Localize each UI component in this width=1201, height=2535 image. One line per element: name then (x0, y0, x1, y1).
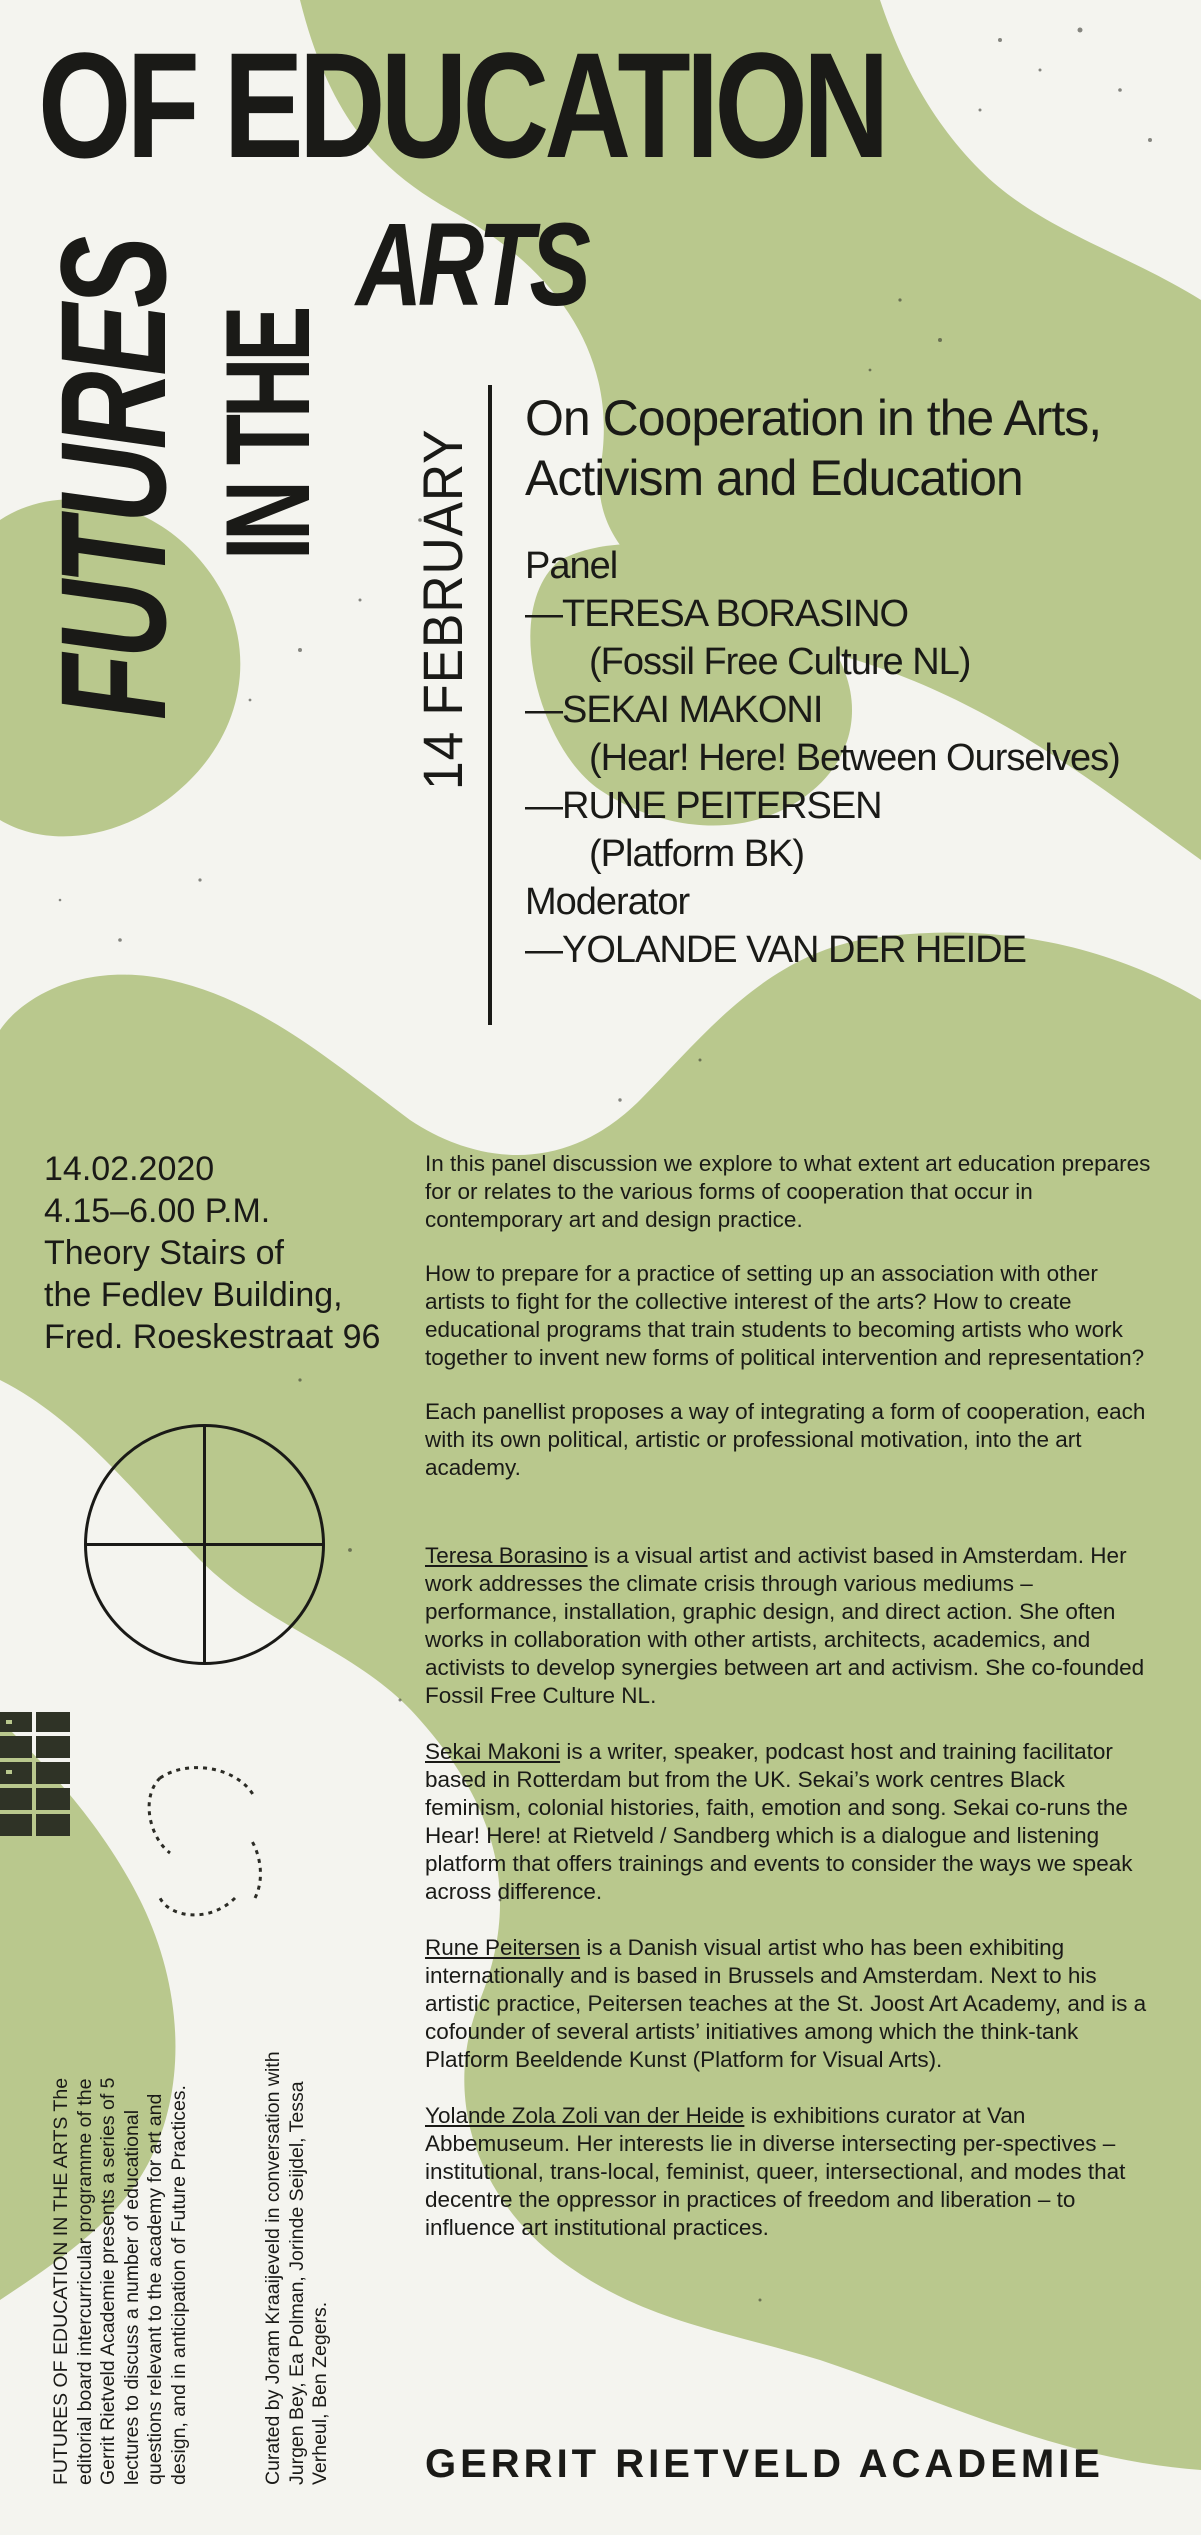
moderator-name: —YOLANDE VAN DER HEIDE (525, 929, 1026, 971)
curators-text: Curated by Joram Kraaijeveld in conversation with Jurgen Bey, Ea Polman, Jorinde Seijdel, Tessa Verheul, Ben Zegers. (262, 2051, 331, 2485)
panel-list (525, 542, 1165, 974)
intro-paragraph: In this panel discussion we explore to what extent art education prepares for or relates to the various forms of cooperation that occur in contemporary art and design practice. (425, 1151, 1151, 1232)
academy-logo: GERRIT RIETVELD ACADEMIE (425, 2442, 1104, 2486)
flow-shape-right (880, 0, 1201, 300)
panellists-paragraph: Each panellist proposes a way of integrating a form of cooperation, each with its own political, artistic or professional motivation, into the art academy. (425, 1399, 1146, 1480)
bio-paragraph (425, 1542, 1155, 1710)
panel-member-affiliation: (Fossil Free Culture NL) (589, 641, 971, 683)
bio-name: Rune Peitersen (425, 1935, 581, 1960)
event-location: Theory Stairs of (44, 1234, 284, 1272)
bio-paragraph (425, 1738, 1155, 1906)
header-title-in-the: IN THE (201, 309, 335, 560)
series-description: FUTURES OF EDUCATION IN THE ARTS The editorial board intercurricular programme of the Gerrit Rietveld Academie presents a series of 5 lectures to discuss a number of educational questions relevant to the academy for art and design, and in anticipation of Future Practices. (50, 2077, 190, 2485)
event-date: 14.02.2020 (44, 1150, 215, 1188)
bio-text: is a visual artist and activist based in Amsterdam. Her work addresses the climate crisis through various mediums – performance, installation, graphic design, and direct action. She often works in collaboration with other artists, architects, academics, and activists to develop synergies between art and activism. She co-founded Fossil Free Culture NL. (425, 1543, 1145, 1708)
crosshair-circle-icon (82, 1422, 327, 1667)
panel-member-name: —TERESA BORASINO (525, 593, 909, 635)
vertical-divider (488, 385, 492, 1025)
vertical-date: 14 FEBRUARY (411, 428, 474, 790)
body-text (425, 1150, 1155, 2270)
bio-text: is a writer, speaker, podcast host and training facilitator based in Rotterdam but from the UK. Sekai’s work centres Black feminism, colonial histories, faith, emotion and song. Sekai co-runs the Hear! Here! at Rietveld / Sandberg which is a dialogue and listening platform that offers trainings and events to consider the ways we speak across difference. (425, 1739, 1133, 1904)
panel-member-affiliation: (Platform BK) (589, 833, 805, 875)
event-address: Fred. Roeskestraat 96 (44, 1318, 381, 1356)
bio-name: Yolande Zola Zoli van der Heide (425, 2103, 745, 2128)
header-title-line1: OF EDUCATION (38, 21, 885, 189)
bio-text: is exhibitions curator at Van Abbemuseum. Her interests lie in diverse intersecting per-spectives – institutional, trans-local, feminist, queer, intersectional, and modes that decentre the oppressor in practices of freedom and liberation – to influence art institutional practices. (425, 2103, 1126, 2240)
bio-name: Sekai Makoni (425, 1739, 561, 1764)
title-block (525, 388, 1165, 974)
panel-heading: Panel (525, 545, 618, 587)
subtitle: On Cooperation in the Arts, Activism and Education (525, 390, 1102, 506)
panel-member-name: —SEKAI MAKONI (525, 689, 823, 731)
dotted-outline-shape (140, 1758, 270, 1928)
event-time: 4.15–6.00 P.M. (44, 1192, 271, 1230)
panel-member-name: —RUNE PEITERSEN (525, 785, 882, 827)
event-location: the Fedlev Building, (44, 1276, 343, 1314)
header-title-arts: ARTS (356, 199, 587, 331)
bio-paragraph (425, 2102, 1155, 2242)
stacked-boxes-icon (0, 1712, 70, 1852)
bio-name: Teresa Borasino (425, 1543, 588, 1568)
header-title-futures: FUTURES (29, 240, 197, 721)
event-info (44, 1148, 380, 1358)
panel-member-affiliation: (Hear! Here! Between Ourselves) (589, 737, 1120, 779)
questions-paragraph: How to prepare for a practice of setting up an association with other artists to fight for the collective interest of the arts? How to create educational programs that train students to becoming artists who work together to invent new forms of political intervention and representation? (425, 1261, 1145, 1370)
moderator-heading: Moderator (525, 881, 690, 923)
bio-paragraph (425, 1934, 1155, 2074)
bio-text: is a Danish visual artist who has been exhibiting internationally and is based in Brussels and Amsterdam. Next to his artistic practice, Peitersen teaches at the St. Joost Art Academy, and is a cofounder of several artists’ initiatives among which the think-tank Platform Beeldende Kunst (Platform for Visual Arts). (425, 1935, 1147, 2072)
